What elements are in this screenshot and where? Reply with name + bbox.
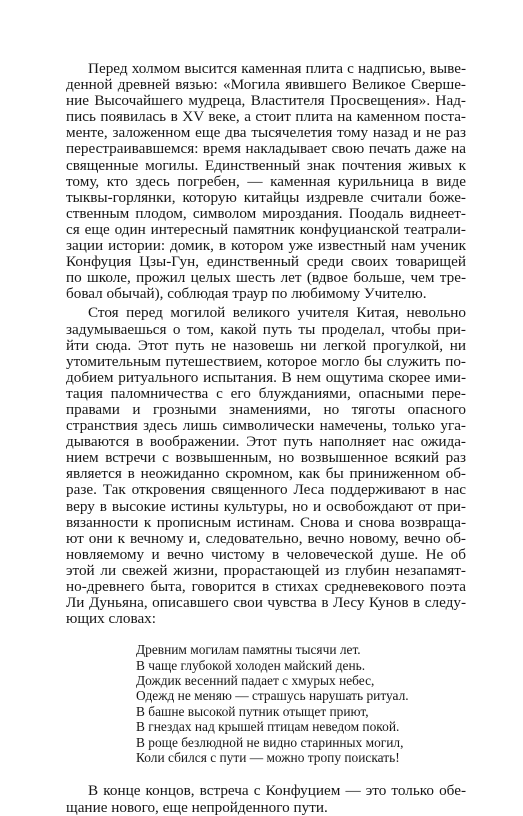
poem-verse: В чаще глубокой холоден майский день.: [136, 657, 366, 673]
paragraph-grave-stele: [66, 61, 466, 302]
text-line: В конце концов, встреча с Конфуцием — это только обе-: [88, 782, 466, 800]
text-line: новляемому и вечно чистому в человеческой душе. Не об: [66, 545, 466, 563]
text-line: задумываешься о том, какой путь ты проделал, чтобы при-: [66, 320, 466, 338]
text-line: этой ли свежей жизни, прорастающей из глубин незапамят-: [66, 561, 466, 579]
text-line: щание нового, еще непройденного пути.: [66, 798, 328, 816]
text-line: правами и грозными знамениями, но тяготы опасного: [66, 400, 466, 418]
poem-verse: Древним могилам памятны тысячи лет.: [136, 642, 361, 658]
text-line: ющих словах:: [66, 610, 156, 628]
poem-verse: В роще безлюдной не видно старинных могил,: [136, 734, 404, 750]
book-page: [66, 61, 466, 816]
text-line: но-древнего быта, говорится в стихах средневекового поэта: [66, 578, 466, 595]
text-line: денной древней вязью: «Могила явившего Великое Сверше-: [66, 76, 466, 94]
poem-block: [136, 642, 436, 765]
text-line: ние Высочайшего мудреца, Властителя Просвещения». Над-: [66, 92, 466, 110]
text-line: вязанности к прописным истинам. Снова и снова возвраща-: [66, 513, 466, 531]
paragraph-pilgrimage: [66, 305, 466, 627]
poem-verse: Дождик весенний падает с хмурых небес,: [136, 673, 375, 689]
poem-verse: В башне высокой путник отыщет приют,: [136, 703, 369, 719]
text-line: йти сюда. Этот путь не назовешь ни легкой прогулкой, ни: [66, 336, 466, 354]
poem-verse: Коли сбился с пути — можно тропу поискать!: [136, 750, 400, 766]
text-line: разе. Так откровения священного Леса поддерживают в нас: [66, 481, 466, 499]
text-line: Конфуция Цзы-Гун, единственный среди своих товарищей: [66, 253, 466, 271]
text-line: по школе, прожил целых шесть лет (вдвое больше, чем тре-: [66, 269, 466, 287]
text-line: веру в высокие истины культуры, но и освобождают от при-: [66, 497, 466, 515]
text-line: тация паломничества с его блужданиями, опасными пере-: [66, 384, 466, 402]
text-line: нием встречи с возвышенным, но возвышенное всякий раз: [66, 449, 466, 467]
text-line: ственным плодом, символом мироздания. Поодаль виднеет-: [66, 204, 466, 222]
poem-verse: В гнездах над крышей птицам неведом покой.: [136, 719, 400, 735]
text-line: тыквы-горлянки, которую китайцы издревле считали боже-: [66, 188, 466, 206]
text-line: пись появилась в XV веке, а стоит плита на каменном поста-: [66, 108, 466, 126]
text-line: Стоя перед могилой великого учителя Китая, невольно: [88, 304, 466, 322]
text-line: ют они к вечному и, следовательно, вечно новому, вечно об-: [66, 529, 466, 547]
text-line: Перед холмом высится каменная плита с надписью, выве-: [88, 60, 466, 77]
text-line: является в неожиданно скромном, как бы приниженном об-: [66, 465, 466, 483]
text-line: зации истории: домик, в котором уже известный нам ученик: [66, 237, 466, 255]
poem-verse: Одежд не меняю — страшусь нарушать ритуал.: [136, 688, 409, 704]
text-line: дываются в воображении. Этот путь наполняет нас ожида-: [66, 433, 466, 451]
text-line: перестраивавшемся: время накладывает свою печать даже на: [66, 140, 466, 158]
text-line: бовал обычай), соблюдая траур по любимому Учителю.: [66, 285, 427, 303]
text-line: добием ритуального испытания. В нем ощутима скорее ими-: [66, 368, 466, 386]
text-line: утомительным путешествием, которое могло бы служить по-: [66, 352, 466, 370]
text-line: священные могилы. Единственный знак почтения живых к: [66, 156, 466, 174]
text-line: странствия здесь лишь символически намечены, только уга-: [66, 417, 466, 435]
text-line: тому, кто здесь погребен, — каменная курильница в виде: [66, 172, 466, 190]
text-line: менте, заложенном еще два тысячелетия тому назад и не раз: [66, 124, 466, 142]
text-line: ся еще один интересный памятник конфуцианской театрали-: [66, 220, 466, 238]
text-line: Ли Дуньяна, описавшего свои чувства в Лесу Кунов в следу-: [66, 594, 466, 612]
